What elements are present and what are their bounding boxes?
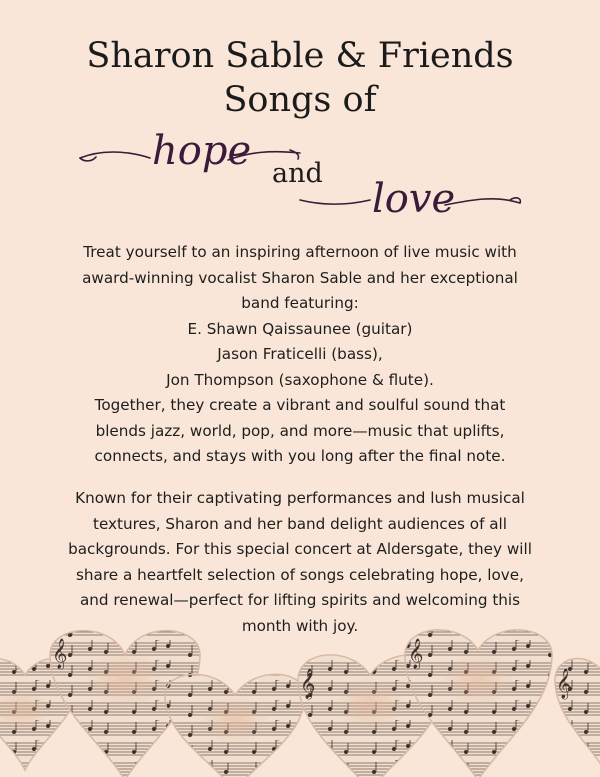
paragraph-intro bbox=[40, 240, 560, 470]
paragraph-line: connects, and stays with you long after the final note. bbox=[94, 447, 506, 465]
title-line-2: Songs of bbox=[223, 80, 377, 120]
paragraph-line: Together, they create a vibrant and soulful sound that bbox=[94, 396, 506, 414]
paragraph-line: E. Shawn Qaissaunee (guitar) bbox=[187, 319, 413, 338]
title-line-1: Sharon Sable & Friends bbox=[86, 36, 514, 76]
word-and: and bbox=[272, 158, 323, 189]
svg-text:𝄞: 𝄞 bbox=[408, 639, 424, 669]
svg-text:𝄞: 𝄞 bbox=[556, 669, 572, 699]
paragraph-line: blends jazz, world, pop, and more—music that uplifts, bbox=[95, 421, 505, 440]
paragraph-line: award-winning vocalist Sharon Sable and her exceptional bbox=[82, 268, 518, 287]
paragraph-line: Known for their captivating performances and lush musical bbox=[75, 489, 525, 507]
sheet-music-hearts-border bbox=[0, 620, 600, 777]
paragraph-line: backgrounds. For this special concert at Aldersgate, they will bbox=[68, 540, 532, 558]
paragraph-line: band featuring: bbox=[241, 294, 359, 312]
paragraph-line: textures, Sharon and her band delight audiences of all bbox=[92, 514, 507, 533]
paragraph-line: Jason Fraticelli (bass), bbox=[217, 345, 383, 363]
svg-text:𝄞: 𝄞 bbox=[52, 639, 68, 669]
paragraph-details bbox=[40, 486, 560, 639]
paragraph-line: Jon Thompson (saxophone & flute). bbox=[166, 370, 434, 389]
script-word-hope: hope bbox=[152, 128, 252, 174]
paragraph-line: Treat yourself to an inspiring afternoon of live music with bbox=[83, 243, 517, 261]
script-word-love: love bbox=[372, 176, 456, 222]
paragraph-line: share a heartfelt selection of songs celebrating hope, love, bbox=[76, 565, 524, 584]
paragraph-line: month with joy. bbox=[241, 616, 359, 635]
paragraph-line: and renewal—perfect for lifting spirits and welcoming this bbox=[79, 591, 521, 609]
svg-text:𝄞: 𝄞 bbox=[300, 669, 316, 699]
